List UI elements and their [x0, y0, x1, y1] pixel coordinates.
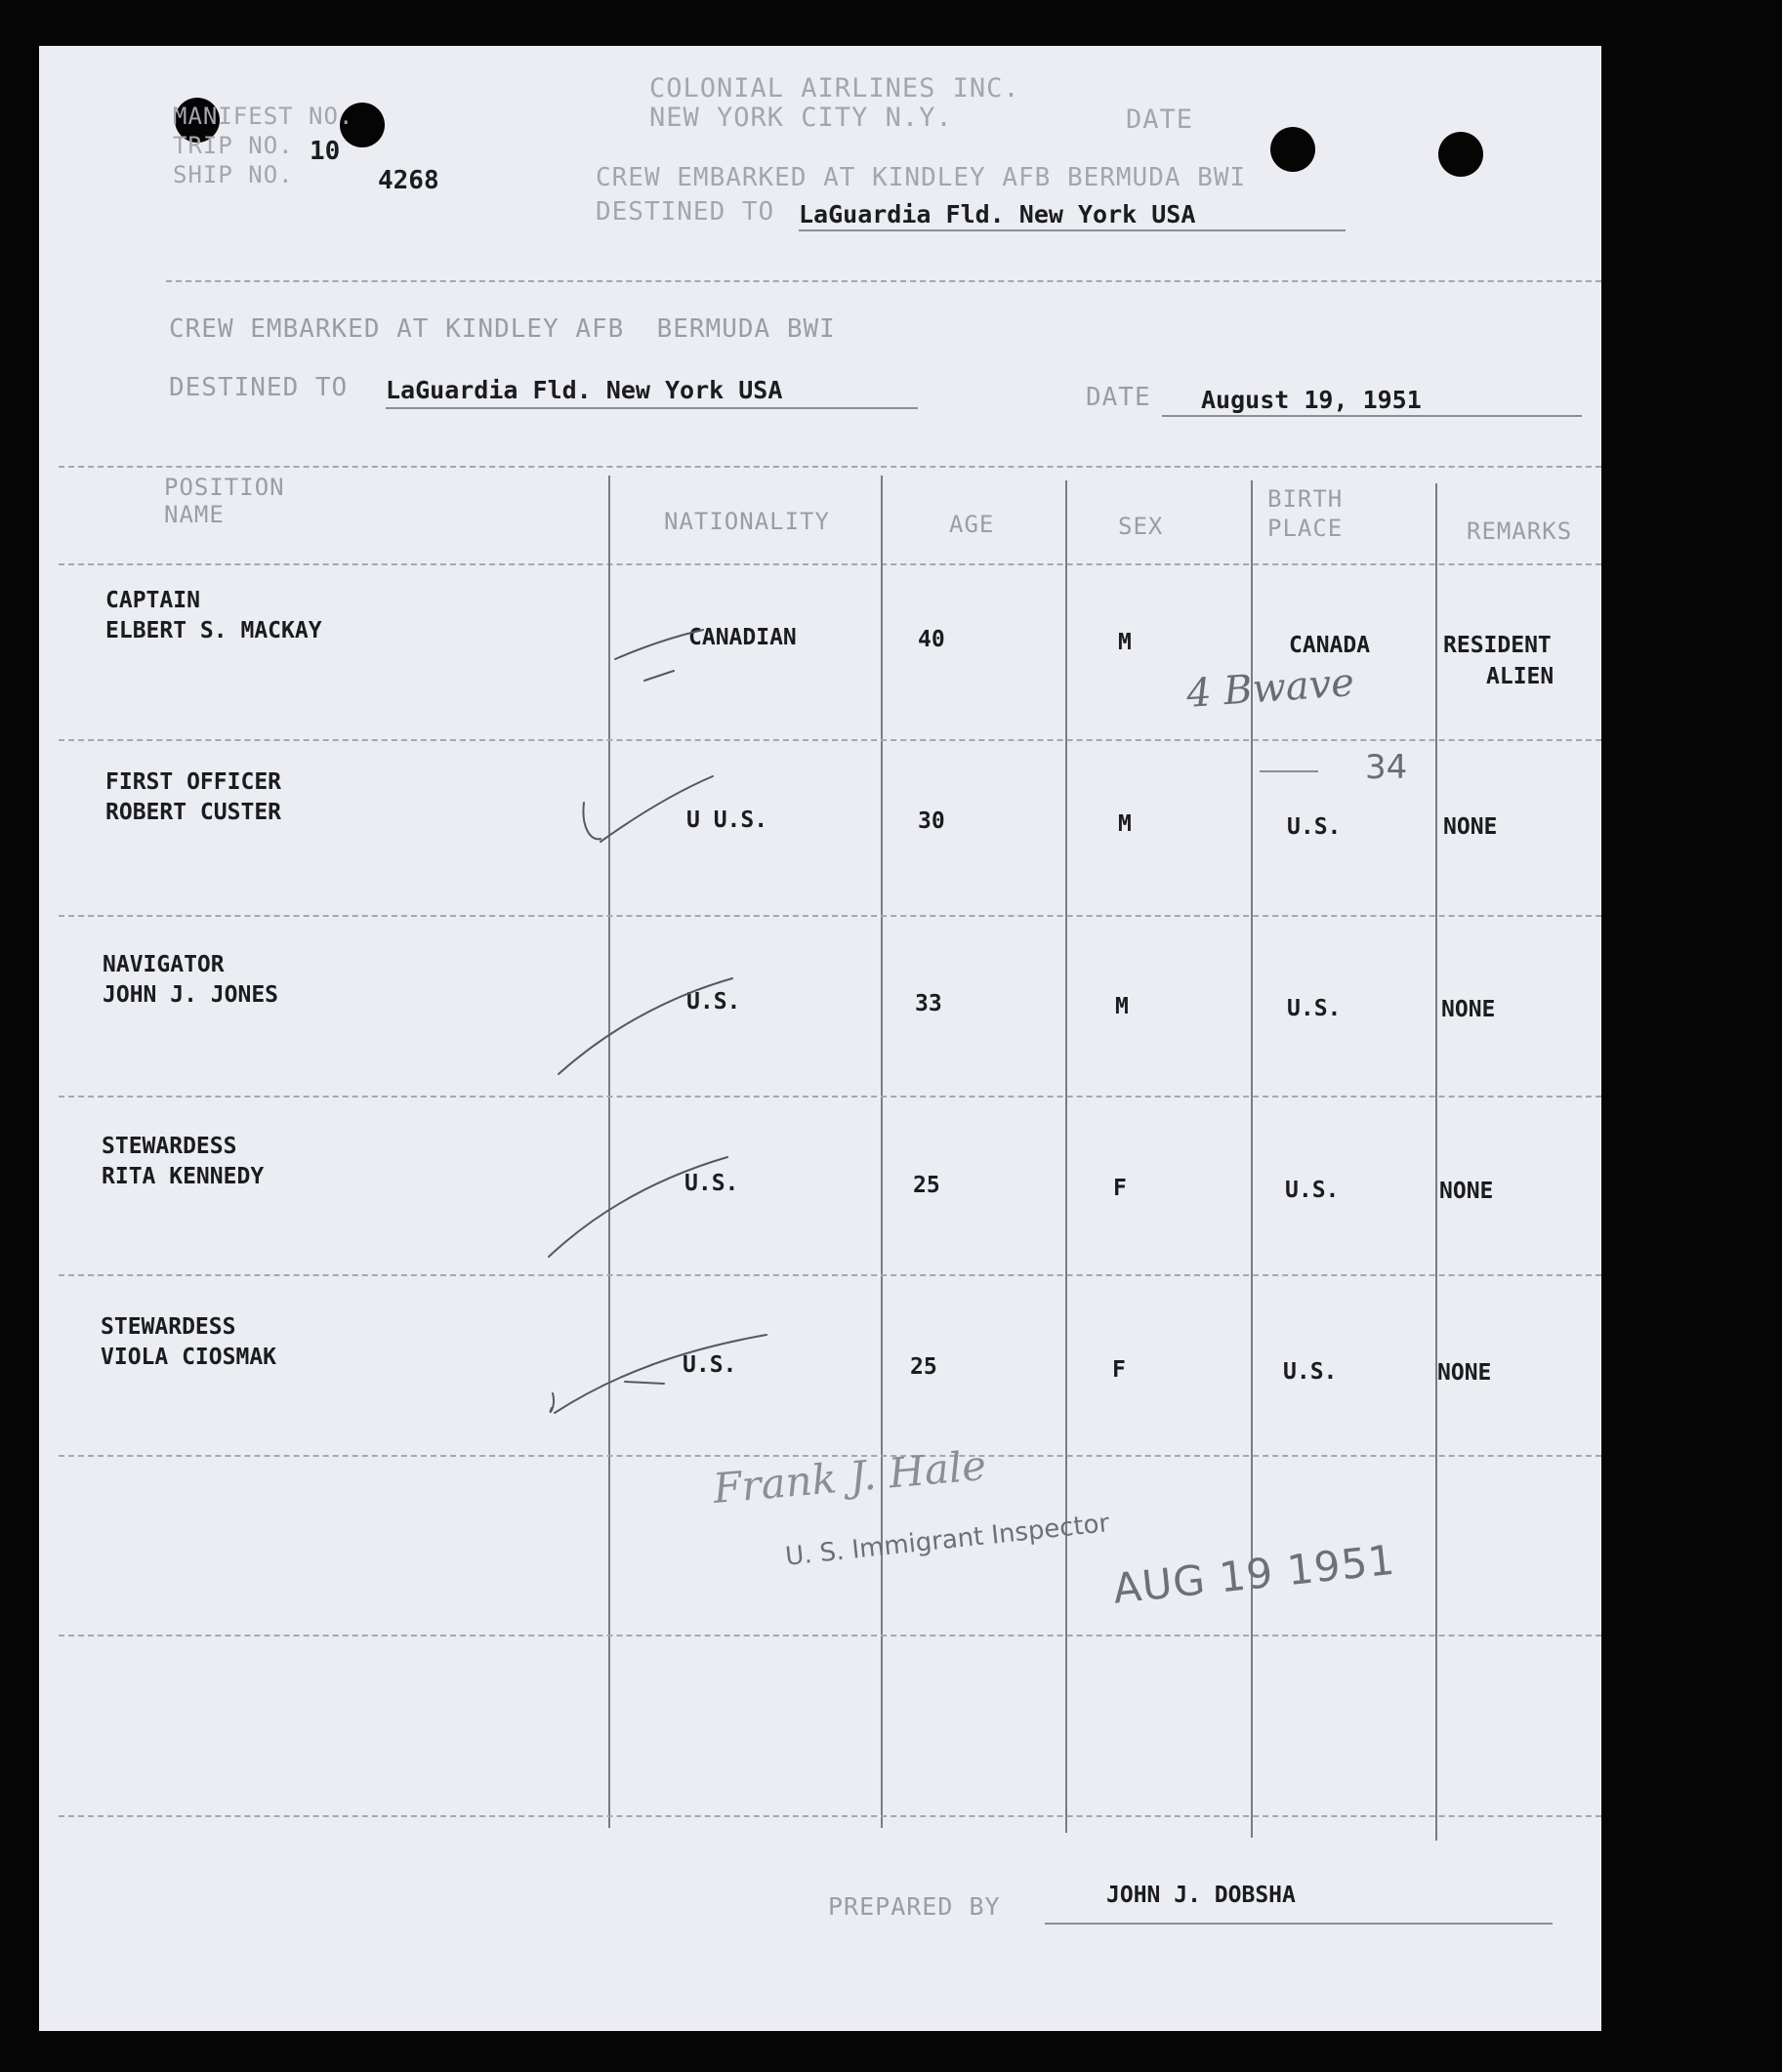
- row-birth-place: U.S.: [1285, 1178, 1340, 1203]
- manifest-label: MANIFEST NO.: [173, 103, 354, 130]
- row-sex: F: [1112, 1357, 1126, 1383]
- row-name: RITA KENNEDY: [102, 1164, 265, 1189]
- row-age: 25: [910, 1354, 937, 1380]
- row-age: 30: [918, 808, 945, 834]
- stamp-title: U. S. Immigrant Inspector: [783, 1509, 1111, 1572]
- stamp-signature: Frank J. Hale: [711, 1440, 988, 1513]
- column-header-nationality: NATIONALITY: [664, 508, 830, 535]
- crew-embarked-top: CREW EMBARKED AT KINDLEY AFB BERMUDA BWI: [596, 163, 1247, 192]
- row-name: ROBERT CUSTER: [105, 800, 282, 825]
- row-position: NAVIGATOR: [103, 952, 225, 977]
- row-sex: M: [1118, 630, 1132, 655]
- row-age: 40: [918, 627, 945, 652]
- row-position: STEWARDESS: [102, 1134, 237, 1159]
- date-label: DATE: [1086, 383, 1151, 412]
- check-mark: [615, 630, 703, 681]
- row-remarks-cont: ALIEN: [1486, 664, 1554, 689]
- row-sex: M: [1115, 994, 1129, 1019]
- destined-label-top: DESTINED TO: [596, 197, 775, 227]
- column-header-position: POSITION: [164, 474, 285, 501]
- row-remarks: NONE: [1437, 1360, 1492, 1386]
- prepared-by-value: JOHN J. DOBSHA: [1106, 1883, 1296, 1908]
- ship-label: SHIP NO.: [173, 161, 294, 188]
- row-name: ELBERT S. MACKAY: [105, 618, 322, 643]
- manifest-document: [39, 46, 1601, 2031]
- row-nationality: CANADIAN: [688, 625, 797, 650]
- check-mark: [559, 978, 732, 1074]
- row-age: 33: [915, 991, 942, 1016]
- check-mark: [583, 776, 713, 842]
- column-header-birth: BIRTH: [1267, 485, 1344, 513]
- column-header-age: AGE: [949, 511, 995, 538]
- trip-label: TRIP NO.: [173, 132, 294, 159]
- row-position: CAPTAIN: [105, 588, 200, 613]
- date-label-top: DATE: [1126, 104, 1194, 135]
- row-nationality: U.S.: [683, 1352, 737, 1378]
- check-mark: [551, 1335, 767, 1413]
- row-remarks: NONE: [1439, 1179, 1494, 1204]
- row-nationality: U U.S.: [686, 808, 768, 833]
- row-sex: F: [1113, 1176, 1127, 1201]
- company-city: NEW YORK CITY N.Y.: [649, 103, 953, 133]
- trip-value: 10: [310, 137, 341, 166]
- column-header-remarks: REMARKS: [1467, 518, 1573, 545]
- row-birth-place: U.S.: [1287, 996, 1342, 1021]
- handwritten-note: 4 Bwave: [1184, 660, 1356, 717]
- column-header-sex: SEX: [1118, 513, 1164, 540]
- check-marks: [39, 46, 1601, 2031]
- row-sex: M: [1118, 811, 1132, 837]
- crew-embarked: CREW EMBARKED AT KINDLEY AFB BERMUDA BWI: [169, 314, 836, 344]
- row-birth-place: CANADA: [1289, 633, 1371, 658]
- check-mark: [549, 1157, 727, 1257]
- stamp-date: AUG 19 1951: [1110, 1535, 1398, 1613]
- row-nationality: U.S.: [686, 989, 741, 1015]
- company-name: COLONIAL AIRLINES INC.: [649, 73, 1020, 104]
- column-header-name: NAME: [164, 501, 225, 528]
- row-birth-place: U.S.: [1283, 1359, 1338, 1385]
- destined-label: DESTINED TO: [169, 373, 349, 402]
- row-name: VIOLA CIOSMAK: [101, 1345, 277, 1370]
- destined-value: LaGuardia Fld. New York USA: [386, 376, 783, 404]
- row-nationality: U.S.: [684, 1171, 739, 1196]
- row-position: STEWARDESS: [101, 1314, 236, 1340]
- row-position: FIRST OFFICER: [105, 769, 282, 795]
- column-header-place: PLACE: [1267, 515, 1344, 542]
- date-value: August 19, 1951: [1201, 386, 1422, 414]
- row-birth-place: U.S.: [1287, 814, 1342, 840]
- ship-value: 4268: [378, 166, 439, 195]
- row-age: 25: [913, 1173, 940, 1198]
- row-name: JOHN J. JONES: [103, 982, 279, 1008]
- row-remarks: NONE: [1441, 997, 1496, 1022]
- row-remarks: RESIDENT: [1443, 633, 1552, 658]
- stamped-number: 34: [1365, 748, 1408, 787]
- row-remarks: NONE: [1443, 814, 1498, 840]
- destined-value-top: LaGuardia Fld. New York USA: [799, 200, 1196, 228]
- prepared-by-label: PREPARED BY: [828, 1892, 1001, 1921]
